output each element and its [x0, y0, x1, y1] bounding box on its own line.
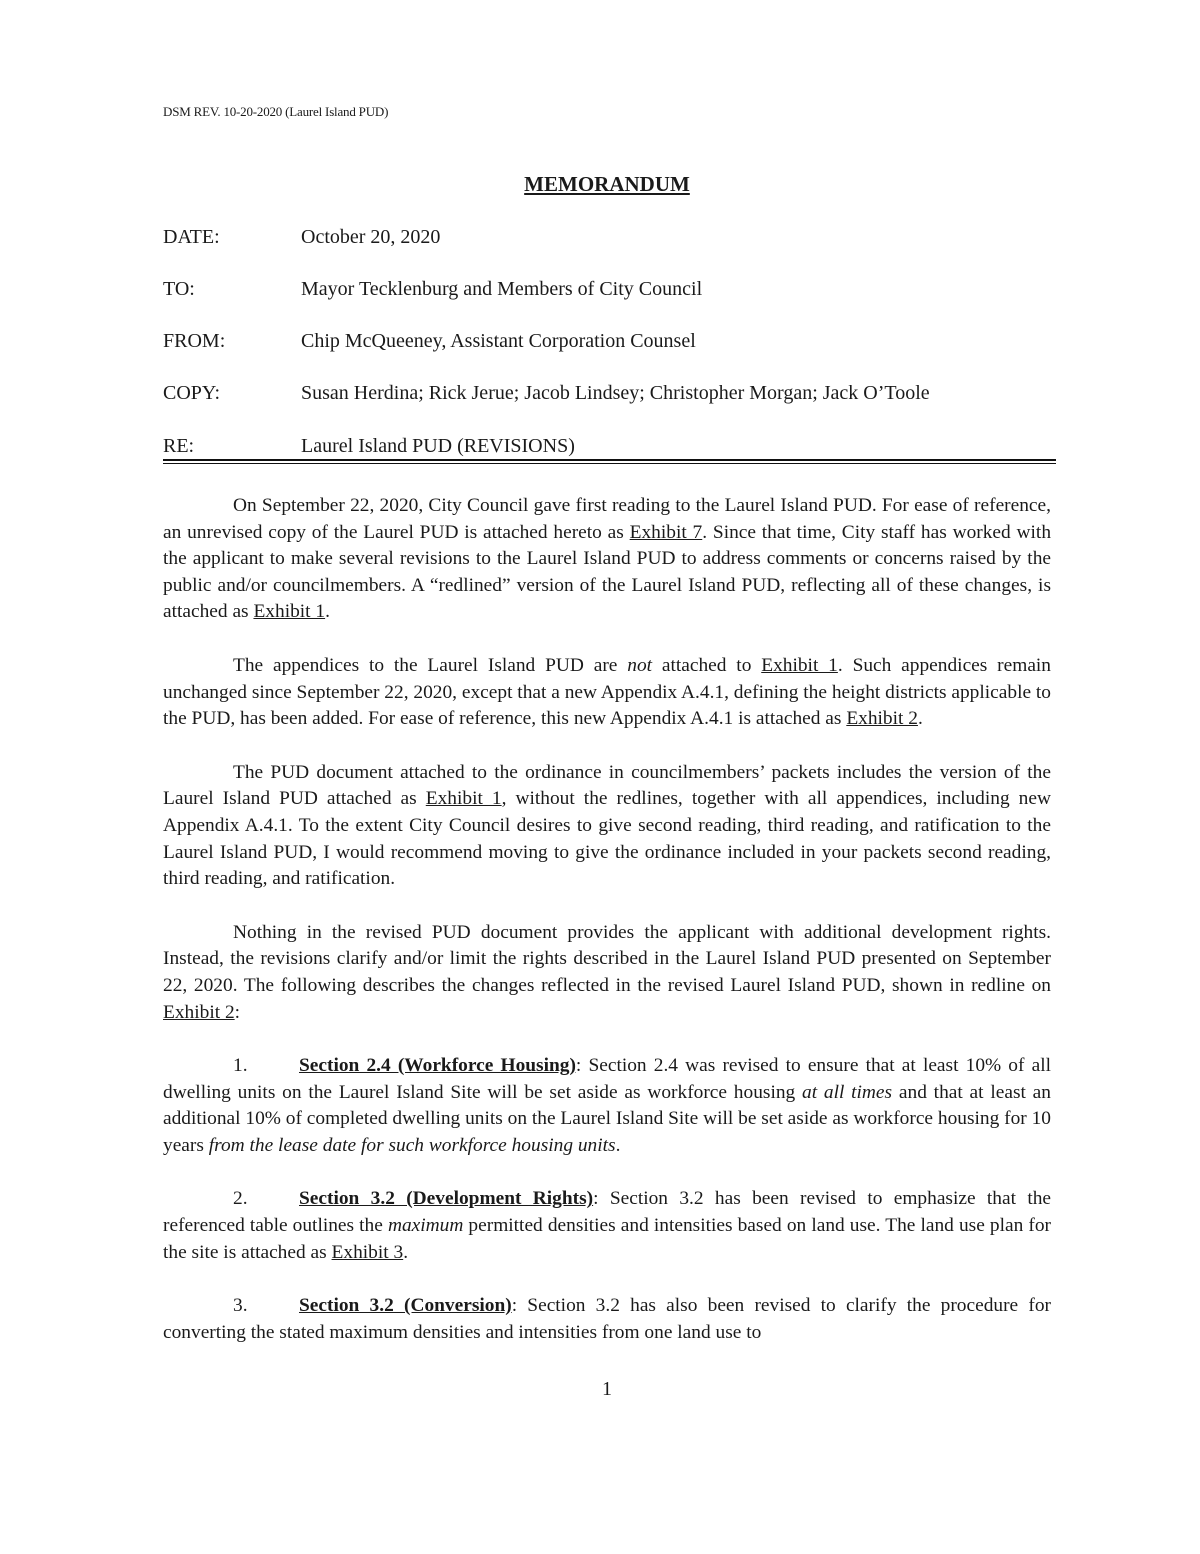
- header-value: Mayor Tecklenburg and Members of City Council: [301, 278, 703, 300]
- text-segment: The PUD document attached to the ordinance in councilmembers’ packets includes the version of the Laurel Island PUD attached as: [163, 761, 1051, 810]
- numbered-item: [163, 1293, 1051, 1346]
- header-label: TO:: [163, 278, 195, 300]
- text-segment: .: [615, 1134, 621, 1156]
- text-segment: : Section 3.2 has been revised to emphasize that the referenced table outlines the: [163, 1188, 1052, 1237]
- text-segment: permitted densities and intensities based on land use. The land use plan for the site is attached as: [163, 1215, 1051, 1263]
- exhibit-reference: Exhibit 1: [425, 788, 502, 810]
- text-segment: from the lease date for such workforce housing units: [208, 1134, 616, 1156]
- text-segment: .: [403, 1241, 409, 1263]
- text-segment: attached to: [652, 654, 762, 676]
- text-segment: maximum: [387, 1215, 464, 1237]
- text-segment: :: [234, 1001, 241, 1023]
- header-label: FROM:: [163, 330, 226, 352]
- header-value: Laurel Island PUD (REVISIONS): [301, 435, 575, 457]
- exhibit-reference: Exhibit 7: [629, 521, 703, 543]
- body-paragraph: [163, 653, 1051, 733]
- header-value: Susan Herdina; Rick Jerue; Jacob Lindsey; Christopher Morgan; Jack O’Toole: [301, 382, 930, 404]
- body-paragraph: [163, 920, 1051, 1026]
- header-value: Chip McQueeney, Assistant Corporation Counsel: [301, 330, 696, 352]
- memo-body: [163, 493, 1051, 1402]
- text-segment: at all times: [802, 1081, 893, 1103]
- exhibit-reference: Exhibit 2: [846, 708, 918, 730]
- item-number: 3.: [233, 1295, 248, 1317]
- text-segment: not: [627, 654, 653, 676]
- header-label: DATE:: [163, 226, 220, 248]
- page-number: 1: [602, 1378, 612, 1401]
- body-paragraph: [163, 760, 1051, 893]
- text-segment: . Such appendices remain unchanged since September 22, 2020, except that a new Appendix A.4.1, defining the height districts applicable to the PUD, has been added. For ease of reference, this new Appendix A.4.1 is attached as: [163, 654, 1052, 730]
- header-label: RE:: [163, 435, 195, 457]
- exhibit-reference: Exhibit 3: [331, 1241, 404, 1263]
- text-segment: , without the redlines, together with all appendices, including new Appendix A.4.1. To the extent City Council desires to give second reading, third reading, and ratification to the Laurel Island PUD, I would recommend moving to give the ordinance included in your packets second reading, third reading, and ratification.: [163, 788, 1051, 890]
- document-revision-id: DSM REV. 10-20-2020 (Laurel Island PUD): [163, 104, 389, 119]
- header-label: COPY:: [163, 382, 221, 404]
- exhibit-reference: Exhibit 1: [253, 601, 326, 623]
- text-segment: Nothing in the revised PUD document provides the applicant with additional development rights. Instead, the revisions clarify and/or limit the rights described in the Laurel Island PUD presented on September 22, 2020. The following describes the changes reflected in the revised Laurel Island PUD, shown in redline on: [163, 921, 1051, 996]
- item-number: 2.: [233, 1188, 248, 1210]
- header-value: October 20, 2020: [301, 226, 441, 248]
- numbered-item: [163, 1053, 1051, 1159]
- text-segment: . Since that time, City staff has worked with the applicant to make several revisions to the Laurel Island PUD to address comments or concerns raised by the public and/or councilmembers. A “redlined” version of the Laurel Island PUD, reflecting all of these changes, is attached as: [163, 521, 1052, 623]
- text-segment: .: [917, 708, 923, 730]
- section-heading: Section 2.4 (Workforce Housing): [299, 1055, 576, 1077]
- exhibit-reference: Exhibit 2: [163, 1001, 235, 1023]
- section-heading: Section 3.2 (Development Rights): [299, 1188, 594, 1210]
- numbered-item: [163, 1186, 1051, 1266]
- text-segment: .: [325, 601, 330, 623]
- exhibit-reference: Exhibit 1: [761, 654, 838, 676]
- text-segment: The appendices to the Laurel Island PUD are: [233, 654, 628, 676]
- text-segment: and that at least an additional 10% of completed dwelling units on the Laurel Island Site will be set aside as workforce housing for 10 years: [163, 1081, 1051, 1156]
- section-heading: Section 3.2 (Conversion): [299, 1295, 512, 1317]
- item-number: 1.: [233, 1055, 248, 1077]
- text-segment: : Section 2.4 was revised to ensure that at least 10% of all dwelling units on the Laurel Island Site will be set aside as workforce housing: [163, 1055, 1051, 1103]
- memo-title: MEMORANDUM: [524, 172, 690, 196]
- text-segment: : Section 3.2 has also been revised to clarify the procedure for converting the stated maximum densities and intensities from one land use to: [163, 1295, 1051, 1343]
- header-divider: [163, 459, 1056, 464]
- body-paragraph: [163, 493, 1051, 626]
- text-segment: On September 22, 2020, City Council gave first reading to the Laurel Island PUD. For ease of reference, an unrevised copy of the Laurel PUD is attached hereto as: [163, 495, 1051, 543]
